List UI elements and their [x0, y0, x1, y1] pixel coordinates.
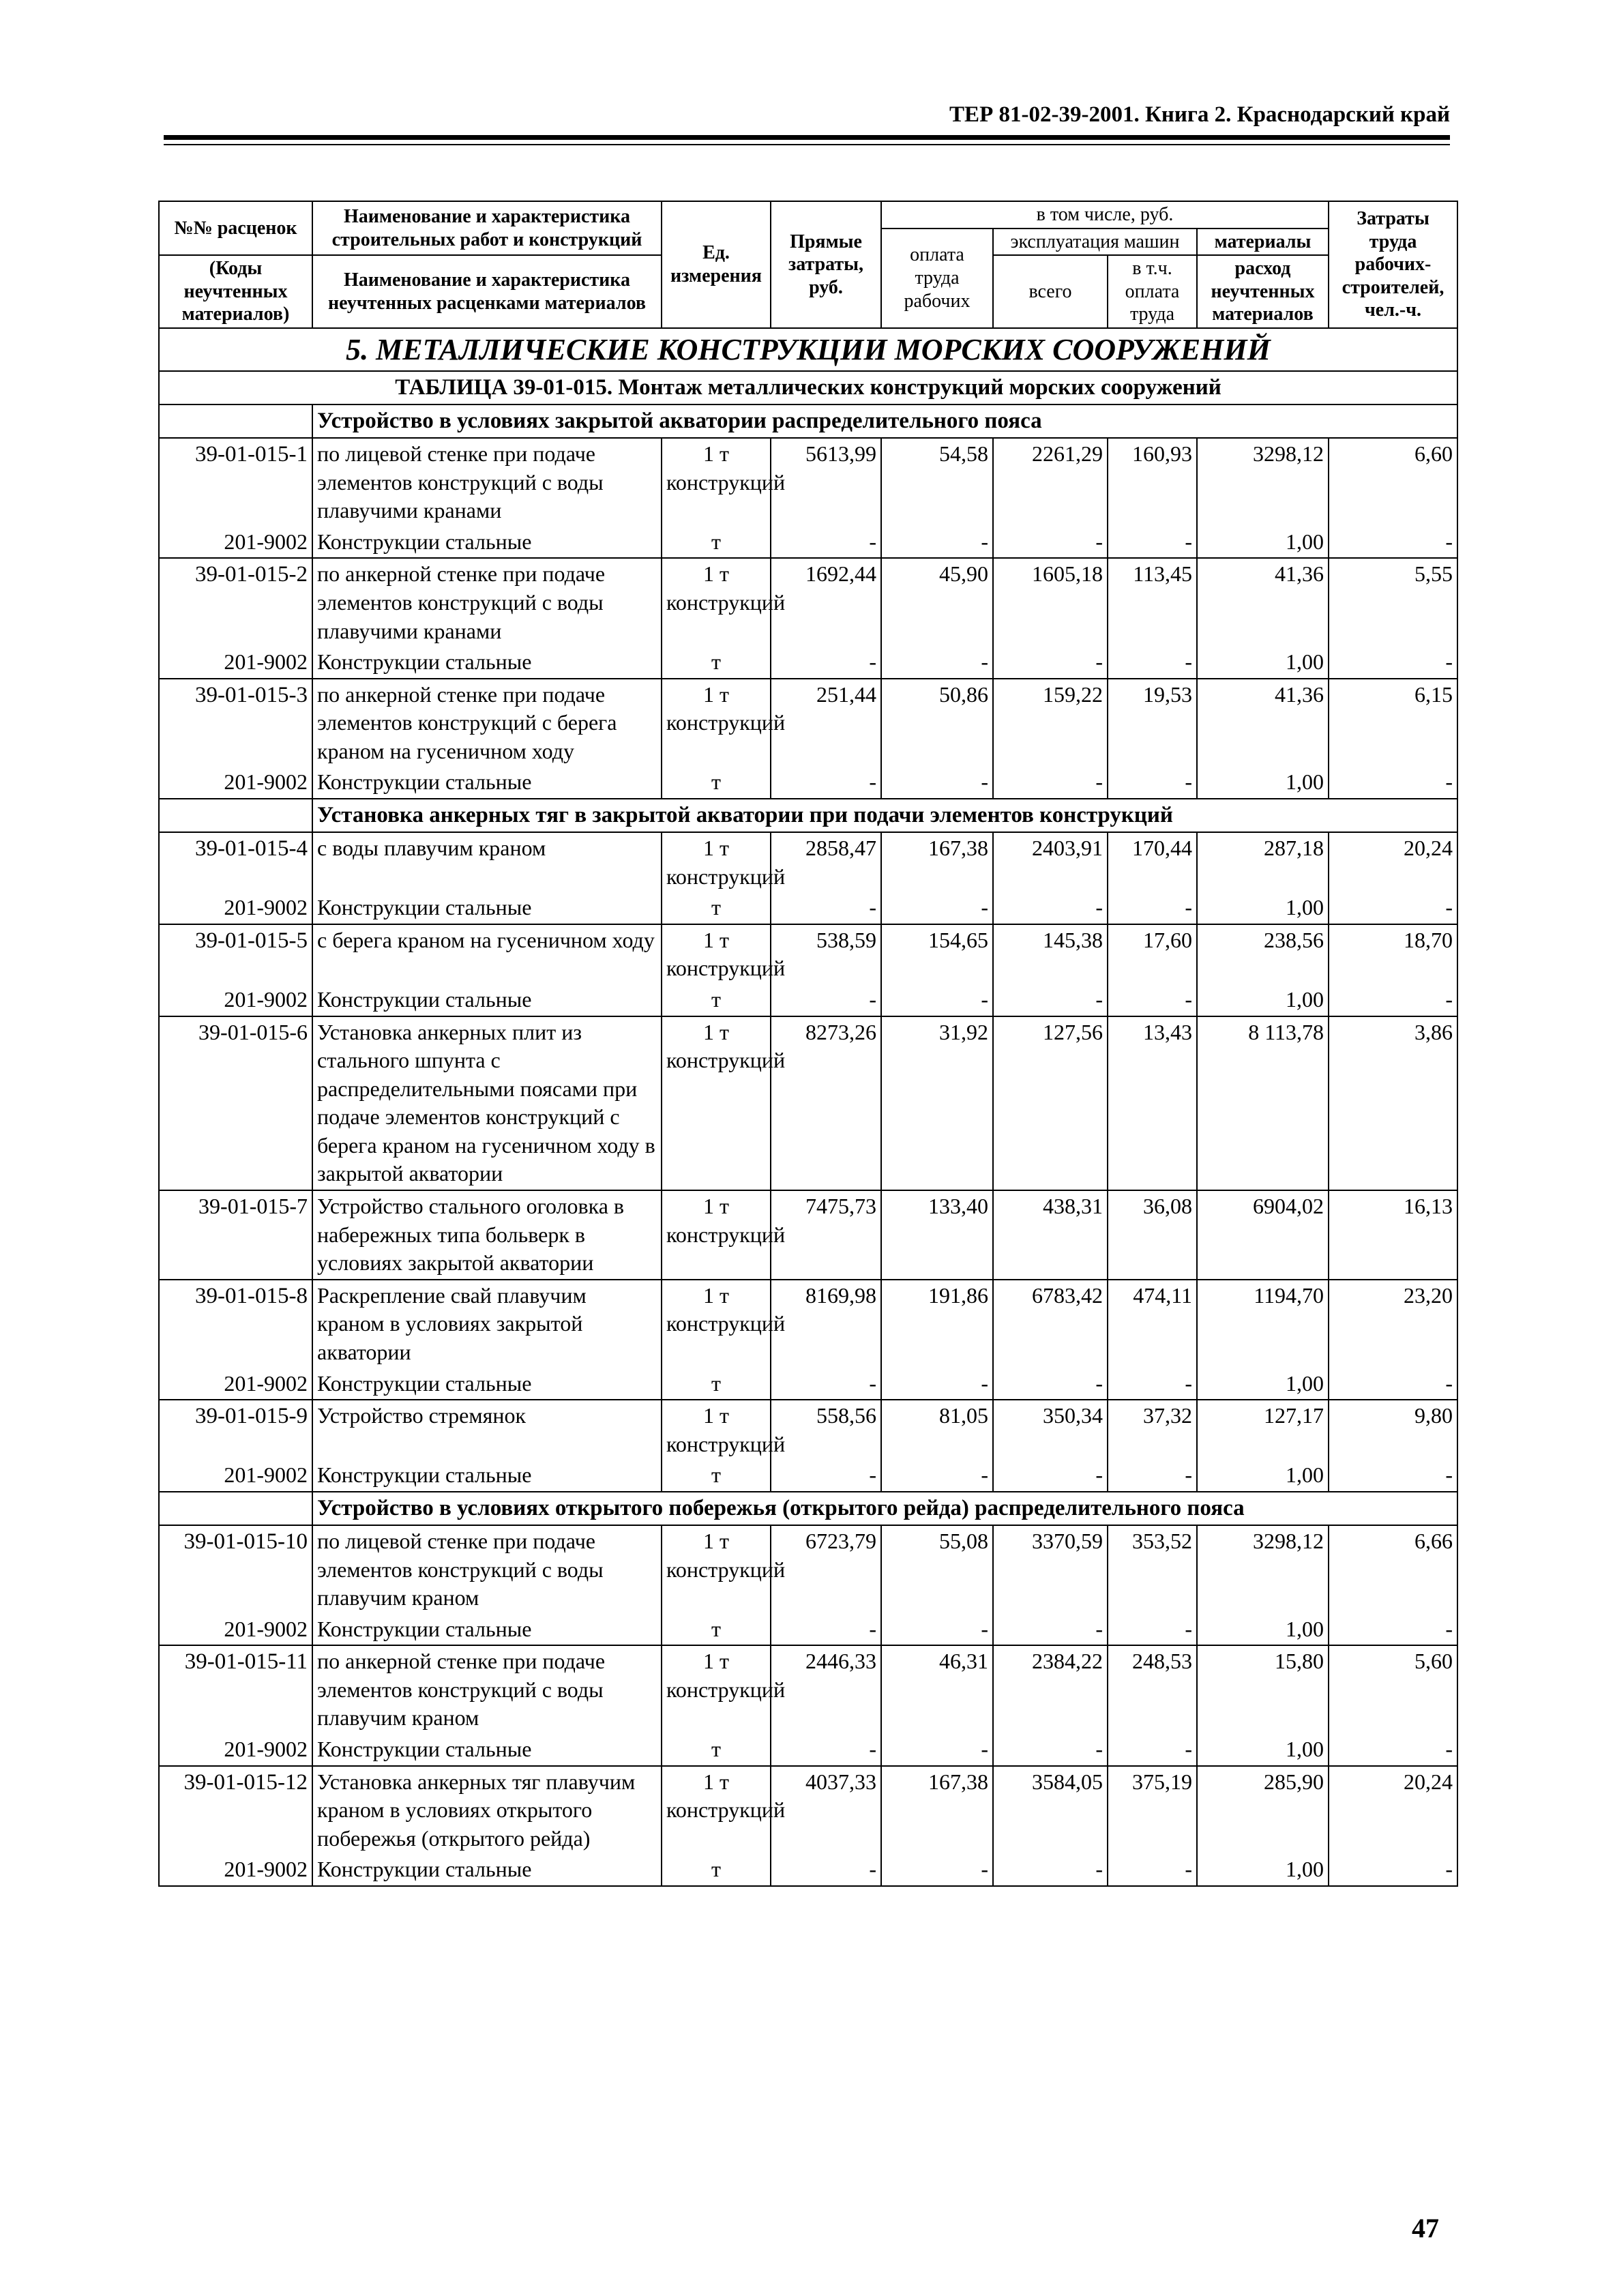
col-direct-costs: Прямые затраты, руб. [771, 201, 881, 328]
dash-cell: - [993, 767, 1108, 799]
group-row [159, 404, 1457, 438]
work-name: Раскрепление свай плавучим краном в условиях закрытой акватории [312, 1280, 662, 1368]
labor-pay: 167,38 [881, 1766, 993, 1855]
material-code: 201-9002 [159, 984, 312, 1016]
work-name: с берега краном на гусеничном ходу [312, 924, 662, 984]
labor-pay: 55,08 [881, 1525, 993, 1614]
dash-cell: - [1329, 984, 1457, 1016]
machine-total: 2384,22 [993, 1645, 1108, 1734]
machine-total: 127,56 [993, 1016, 1108, 1191]
dash-cell: - [771, 892, 881, 924]
labor-hours: 9,80 [1329, 1400, 1457, 1460]
material-name: Конструкции стальные [312, 1854, 662, 1886]
dash-cell: - [1108, 647, 1197, 679]
unit-of-measure: 1 т конструкций [662, 924, 771, 984]
machine-labor: 474,11 [1108, 1280, 1197, 1368]
material-name: Конструкции стальные [312, 527, 662, 559]
material-row [159, 1854, 1457, 1886]
material-unit: т [662, 984, 771, 1016]
material-name: Конструкции стальные [312, 1368, 662, 1400]
dash-cell: - [881, 647, 993, 679]
machine-total: 6783,42 [993, 1280, 1108, 1368]
labor-hours: 5,55 [1329, 558, 1457, 647]
machine-total: 1605,18 [993, 558, 1108, 647]
unit-of-measure: 1 т конструкций [662, 679, 771, 767]
dash-cell: - [771, 1460, 881, 1492]
group-title: Устройство в условиях закрытой акватории распределительного пояса [312, 404, 1457, 438]
dash-cell: - [993, 1460, 1108, 1492]
machine-total: 3370,59 [993, 1525, 1108, 1614]
materials: 3298,12 [1197, 1525, 1329, 1614]
dash-cell: - [1329, 1460, 1457, 1492]
rate-code: 39-01-015-9 [159, 1400, 312, 1460]
materials: 1194,70 [1197, 1280, 1329, 1368]
machine-labor: 19,53 [1108, 679, 1197, 767]
material-amount: 1,00 [1197, 647, 1329, 679]
dash-cell: - [881, 1368, 993, 1400]
dash-cell: - [1329, 1368, 1457, 1400]
labor-hours: 5,60 [1329, 1645, 1457, 1734]
labor-pay: 50,86 [881, 679, 993, 767]
work-name: по анкерной стенке при подаче элементов конструкций с воды плавучим краном [312, 1645, 662, 1734]
machine-labor: 37,32 [1108, 1400, 1197, 1460]
material-row [159, 647, 1457, 679]
labor-pay: 167,38 [881, 832, 993, 892]
machine-labor: 160,93 [1108, 438, 1197, 527]
material-name: Конструкции стальные [312, 1614, 662, 1646]
labor-hours: 23,20 [1329, 1280, 1457, 1368]
labor-pay: 81,05 [881, 1400, 993, 1460]
labor-pay: 46,31 [881, 1645, 993, 1734]
dash-cell: - [993, 1614, 1108, 1646]
material-amount: 1,00 [1197, 1368, 1329, 1400]
dash-cell: - [771, 527, 881, 559]
rate-code: 39-01-015-10 [159, 1525, 312, 1614]
labor-hours: 18,70 [1329, 924, 1457, 984]
dash-cell: - [881, 1460, 993, 1492]
col-materials-unaccounted: расход неучтенных материалов [1197, 255, 1329, 328]
material-code: 201-9002 [159, 1854, 312, 1886]
table-header [159, 201, 1457, 328]
dash-cell: - [1108, 892, 1197, 924]
dash-cell: - [771, 1734, 881, 1766]
unit-of-measure: 1 т конструкций [662, 438, 771, 527]
material-row [159, 892, 1457, 924]
dash-cell: - [1329, 1614, 1457, 1646]
dash-cell: - [771, 767, 881, 799]
col-labor-costs: Затраты труда рабочих-строителей, чел.-ч. [1329, 201, 1457, 328]
material-row [159, 1368, 1457, 1400]
table-row [159, 438, 1457, 527]
material-amount: 1,00 [1197, 1734, 1329, 1766]
machine-labor: 17,60 [1108, 924, 1197, 984]
machine-labor: 36,08 [1108, 1190, 1197, 1280]
dash-cell: - [881, 1614, 993, 1646]
material-unit: т [662, 527, 771, 559]
unit-of-measure: 1 т конструкций [662, 1400, 771, 1460]
direct-costs: 1692,44 [771, 558, 881, 647]
dash-cell: - [1108, 1368, 1197, 1400]
material-row [159, 1614, 1457, 1646]
materials: 41,36 [1197, 558, 1329, 647]
dash-cell: - [1329, 1734, 1457, 1766]
dash-cell: - [771, 1854, 881, 1886]
section-title: 5. МЕТАЛЛИЧЕСКИЕ КОНСТРУКЦИИ МОРСКИХ СООРУЖЕНИЙ [159, 328, 1457, 371]
material-row [159, 1460, 1457, 1492]
work-name: с воды плавучим краном [312, 832, 662, 892]
materials: 3298,12 [1197, 438, 1329, 527]
table-row [159, 679, 1457, 767]
work-name: по лицевой стенке при подаче элементов конструкций с воды плавучим краном [312, 1525, 662, 1614]
machine-total: 159,22 [993, 679, 1108, 767]
table-row [159, 558, 1457, 647]
dash-cell: - [1108, 984, 1197, 1016]
materials: 238,56 [1197, 924, 1329, 984]
rate-code: 39-01-015-8 [159, 1280, 312, 1368]
group-row [159, 1492, 1457, 1525]
machine-total: 2261,29 [993, 438, 1108, 527]
dash-cell: - [1329, 892, 1457, 924]
machine-total: 145,38 [993, 924, 1108, 984]
dash-cell: - [881, 984, 993, 1016]
machine-labor: 113,45 [1108, 558, 1197, 647]
material-code: 201-9002 [159, 892, 312, 924]
direct-costs: 558,56 [771, 1400, 881, 1460]
material-code: 201-9002 [159, 767, 312, 799]
unit-of-measure: 1 т конструкций [662, 558, 771, 647]
group-row [159, 799, 1457, 832]
col-machine-total: всего [993, 255, 1108, 328]
labor-pay: 31,92 [881, 1016, 993, 1191]
dash-cell: - [993, 984, 1108, 1016]
header-rule-thin [164, 144, 1450, 145]
labor-hours: 6,60 [1329, 438, 1457, 527]
dash-cell: - [1108, 767, 1197, 799]
unit-of-measure: 1 т конструкций [662, 1190, 771, 1280]
labor-hours: 6,15 [1329, 679, 1457, 767]
material-name: Конструкции стальные [312, 767, 662, 799]
dash-cell: - [993, 647, 1108, 679]
labor-hours: 16,13 [1329, 1190, 1457, 1280]
material-amount: 1,00 [1197, 1460, 1329, 1492]
rate-code: 39-01-015-5 [159, 924, 312, 984]
material-amount: 1,00 [1197, 984, 1329, 1016]
table-row [159, 924, 1457, 984]
unit-of-measure: 1 т конструкций [662, 1016, 771, 1191]
material-code: 201-9002 [159, 1614, 312, 1646]
direct-costs: 4037,33 [771, 1766, 881, 1855]
table-row [159, 1766, 1457, 1855]
dash-cell: - [771, 647, 881, 679]
direct-costs: 8273,26 [771, 1016, 881, 1191]
rate-code: 39-01-015-6 [159, 1016, 312, 1191]
material-unit: т [662, 647, 771, 679]
rate-code: 39-01-015-4 [159, 832, 312, 892]
col-code-top: №№ расценок [159, 201, 312, 255]
material-unit: т [662, 1614, 771, 1646]
col-including: в том числе, руб. [881, 201, 1329, 229]
labor-hours: 6,66 [1329, 1525, 1457, 1614]
dash-cell: - [1108, 1460, 1197, 1492]
dash-cell: - [1329, 1854, 1457, 1886]
labor-hours: 20,24 [1329, 832, 1457, 892]
material-unit: т [662, 1854, 771, 1886]
material-code: 201-9002 [159, 647, 312, 679]
labor-pay: 191,86 [881, 1280, 993, 1368]
work-name: по анкерной стенке при подаче элементов конструкций с воды плавучими кранами [312, 558, 662, 647]
machine-total: 3584,05 [993, 1766, 1108, 1855]
materials: 8 113,78 [1197, 1016, 1329, 1191]
material-code: 201-9002 [159, 1368, 312, 1400]
material-code: 201-9002 [159, 527, 312, 559]
col-machine-operation: эксплуатация машин [993, 229, 1197, 256]
materials: 6904,02 [1197, 1190, 1329, 1280]
work-name: Устройство стального оголовка в набережных типа больверк в условиях закрытой акватории [312, 1190, 662, 1280]
dash-cell: - [1108, 1854, 1197, 1886]
col-labor-pay: оплата труда рабочих [881, 229, 993, 328]
machine-total: 350,34 [993, 1400, 1108, 1460]
material-unit: т [662, 892, 771, 924]
rate-code: 39-01-015-1 [159, 438, 312, 527]
material-amount: 1,00 [1197, 1854, 1329, 1886]
dash-cell: - [1108, 527, 1197, 559]
direct-costs: 2446,33 [771, 1645, 881, 1734]
materials: 285,90 [1197, 1766, 1329, 1855]
table-row [159, 832, 1457, 892]
group-spacer [159, 404, 312, 438]
direct-costs: 6723,79 [771, 1525, 881, 1614]
materials: 15,80 [1197, 1645, 1329, 1734]
dash-cell: - [881, 1734, 993, 1766]
col-name-bottom: Наименование и характеристика неучтенных расценками материалов [312, 255, 662, 328]
material-amount: 1,00 [1197, 527, 1329, 559]
table-body [159, 328, 1457, 1886]
material-name: Конструкции стальные [312, 1734, 662, 1766]
direct-costs: 8169,98 [771, 1280, 881, 1368]
dash-cell: - [993, 1734, 1108, 1766]
table-title: ТАБЛИЦА 39-01-015. Монтаж металлических конструкций морских сооружений [159, 371, 1457, 404]
dash-cell: - [881, 892, 993, 924]
page-number: 47 [1412, 2213, 1439, 2243]
material-amount: 1,00 [1197, 1614, 1329, 1646]
unit-of-measure: 1 т конструкций [662, 1525, 771, 1614]
unit-of-measure: 1 т конструкций [662, 1645, 771, 1734]
machine-total: 438,31 [993, 1190, 1108, 1280]
direct-costs: 2858,47 [771, 832, 881, 892]
rates-table [158, 201, 1458, 1887]
dash-cell: - [1329, 527, 1457, 559]
labor-hours: 20,24 [1329, 1766, 1457, 1855]
labor-pay: 45,90 [881, 558, 993, 647]
group-title: Устройство в условиях открытого побережья (открытого рейда) распределительного пояса [312, 1492, 1457, 1525]
material-name: Конструкции стальные [312, 647, 662, 679]
group-spacer [159, 1492, 312, 1525]
machine-labor: 375,19 [1108, 1766, 1197, 1855]
work-name: Установка анкерных плит из стального шпунта с распределительными поясами при подаче элементов конструкций с берега краном на гусеничном ходу в закрытой акватории [312, 1016, 662, 1191]
col-materials: материалы [1197, 229, 1329, 256]
dash-cell: - [881, 767, 993, 799]
unit-of-measure: 1 т конструкций [662, 832, 771, 892]
table-row [159, 1190, 1457, 1280]
unit-of-measure: 1 т конструкций [662, 1766, 771, 1855]
material-unit: т [662, 1734, 771, 1766]
work-name: Установка анкерных тяг плавучим краном в условиях открытого побережья (открытого рейда) [312, 1766, 662, 1855]
running-header: ТЕР 81-02-39-2001. Книга 2. Краснодарский край [949, 102, 1450, 127]
direct-costs: 7475,73 [771, 1190, 881, 1280]
rate-code: 39-01-015-2 [159, 558, 312, 647]
material-row [159, 1734, 1457, 1766]
dash-cell: - [881, 527, 993, 559]
materials: 41,36 [1197, 679, 1329, 767]
material-name: Конструкции стальные [312, 892, 662, 924]
dash-cell: - [1108, 1734, 1197, 1766]
material-unit: т [662, 767, 771, 799]
machine-labor: 13,43 [1108, 1016, 1197, 1191]
material-amount: 1,00 [1197, 892, 1329, 924]
machine-total: 2403,91 [993, 832, 1108, 892]
col-code-bottom: (Коды неучтенных материалов) [159, 255, 312, 328]
table-row [159, 1280, 1457, 1368]
direct-costs: 5613,99 [771, 438, 881, 527]
group-title: Установка анкерных тяг в закрытой акватории при подачи элементов конструкций [312, 799, 1457, 832]
work-name: Устройство стремянок [312, 1400, 662, 1460]
rate-code: 39-01-015-3 [159, 679, 312, 767]
header-rule-thick [164, 135, 1450, 140]
labor-pay: 154,65 [881, 924, 993, 984]
dash-cell: - [1329, 647, 1457, 679]
direct-costs: 538,59 [771, 924, 881, 984]
group-spacer [159, 799, 312, 832]
machine-labor: 248,53 [1108, 1645, 1197, 1734]
rate-code: 39-01-015-11 [159, 1645, 312, 1734]
rate-code: 39-01-015-7 [159, 1190, 312, 1280]
material-amount: 1,00 [1197, 767, 1329, 799]
materials: 287,18 [1197, 832, 1329, 892]
material-row [159, 767, 1457, 799]
dash-cell: - [881, 1854, 993, 1886]
dash-cell: - [771, 1614, 881, 1646]
material-row [159, 527, 1457, 559]
materials: 127,17 [1197, 1400, 1329, 1460]
table-row [159, 1400, 1457, 1460]
machine-labor: 170,44 [1108, 832, 1197, 892]
work-name: по анкерной стенке при подаче элементов конструкций с берега краном на гусеничном ходу [312, 679, 662, 767]
col-unit: Ед. измерения [662, 201, 771, 328]
col-name-top: Наименование и характеристика строительных работ и конструкций [312, 201, 662, 255]
rate-code: 39-01-015-12 [159, 1766, 312, 1855]
material-unit: т [662, 1368, 771, 1400]
unit-of-measure: 1 т конструкций [662, 1280, 771, 1368]
direct-costs: 251,44 [771, 679, 881, 767]
table-row [159, 1016, 1457, 1191]
material-unit: т [662, 1460, 771, 1492]
material-code: 201-9002 [159, 1734, 312, 1766]
table-row [159, 1525, 1457, 1614]
work-name: по лицевой стенке при подаче элементов конструкций с воды плавучими кранами [312, 438, 662, 527]
dash-cell: - [1108, 1614, 1197, 1646]
dash-cell: - [1329, 767, 1457, 799]
dash-cell: - [993, 527, 1108, 559]
dash-cell: - [771, 1368, 881, 1400]
table-row [159, 1645, 1457, 1734]
material-row [159, 984, 1457, 1016]
machine-labor: 353,52 [1108, 1525, 1197, 1614]
material-name: Конструкции стальные [312, 984, 662, 1016]
dash-cell: - [993, 1854, 1108, 1886]
labor-pay: 54,58 [881, 438, 993, 527]
dash-cell: - [771, 984, 881, 1016]
dash-cell: - [993, 1368, 1108, 1400]
material-code: 201-9002 [159, 1460, 312, 1492]
labor-hours: 3,86 [1329, 1016, 1457, 1191]
material-name: Конструкции стальные [312, 1460, 662, 1492]
dash-cell: - [993, 892, 1108, 924]
col-machine-labor: в т.ч. оплата труда [1108, 255, 1197, 328]
labor-pay: 133,40 [881, 1190, 993, 1280]
